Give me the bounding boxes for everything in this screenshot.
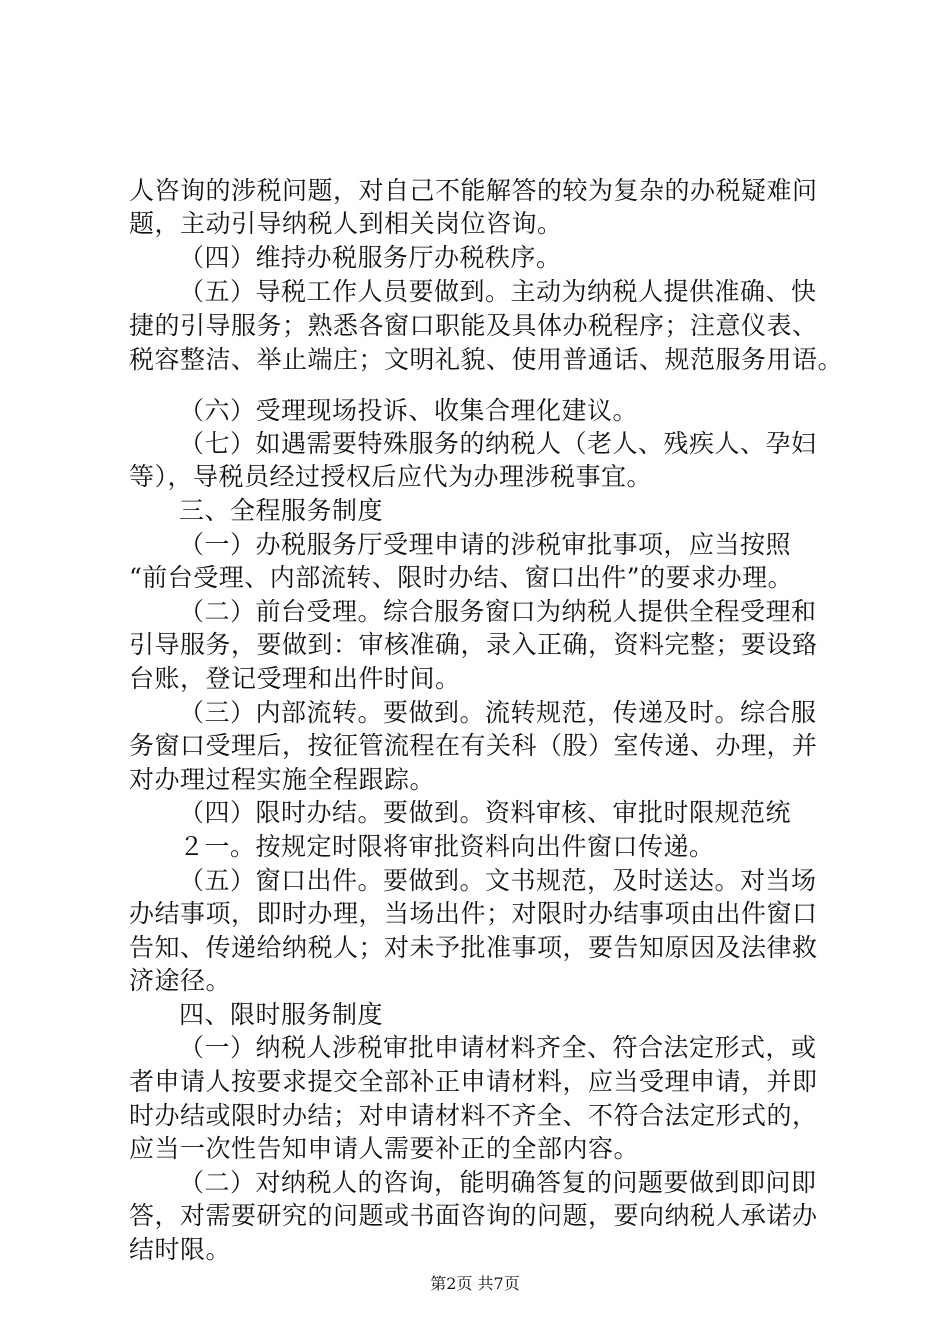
body-line: （四）维持办税服务厅办税秩序。 [179,243,562,272]
section-heading: 四、限时服务制度 [179,1000,384,1029]
body-line: （五）导税工作人员要做到。主动为纳税人提供准确、快 [179,277,817,306]
body-line: （二）对纳税人的咨询，能明确答复的问题要做到即问即 [179,1168,817,1197]
body-line: 答，对需要研究的问题或书面咨询的问题，要向纳税人承诺办 [129,1201,818,1230]
body-line: 应当一次性告知申请人需要补正的全部内容。 [129,1134,640,1163]
section-heading: 三、全程服务制度 [179,496,384,525]
body-line: 务窗口受理后，按征管流程在有关科（股）室传递、办理，并 [129,731,818,760]
body-line: 题，主动引导纳税人到相关岗位咨询。 [129,209,563,238]
body-line: 济途径。 [129,966,232,995]
body-line: （六）受理现场投诉、收集合理化建议。 [179,396,639,425]
body-line: ２一。按规定时限将审批资料向出件窗口传递。 [179,832,715,861]
body-line: 税容整洁、举止端庄；文明礼貌、使用普通话、规范服务用语。 [129,345,844,374]
page-number: 第2页 共7页 [430,1274,520,1293]
body-line: 人咨询的涉税问题，对自己不能解答的较为复杂的办税疑难问 [129,176,818,205]
body-line: （三）内部流转。要做到。流转规范，传递及时。综合服 [179,698,817,727]
body-line: （一）纳税人涉税审批申请材料齐全、符合法定形式，或 [179,1033,817,1062]
body-line: 告知、传递给纳税人；对未予批准事项，要告知原因及法律救 [129,933,818,962]
body-line: （七）如遇需要特殊服务的纳税人（老人、残疾人、孕妇 [179,429,817,458]
body-line: （一）办税服务厅受理申请的涉税审批事项，应当按照 [179,530,792,559]
body-line: 结时限。 [129,1235,232,1264]
body-line: （五）窗口出件。要做到。文书规范，及时送达。对当场 [179,866,817,895]
body-line: 捷的引导服务；熟悉各窗口职能及具体办税程序；注意仪表、 [129,311,818,340]
body-line: 时办结或限时办结；对申请材料不齐全、不符合法定形式的， [129,1101,818,1130]
body-line: 等），导税员经过授权后应代为办理涉税事宜。 [129,462,653,491]
body-line: 办结事项，即时办理，当场出件；对限时办结事项由出件窗口 [129,899,818,928]
body-line: 者申请人按要求提交全部补正申请材料，应当受理申请，并即 [129,1067,818,1096]
body-line: 台账，登记受理和出件时间。 [129,664,461,693]
body-line: （二）前台受理。综合服务窗口为纳税人提供全程受理和 [179,597,817,626]
body-line: （四）限时办结。要做到。资料审核、审批时限规范统 [179,798,792,827]
body-line: 对办理过程实施全程跟踪。 [129,765,436,794]
body-line: “前台受理、内部流转、限时办结、窗口出件”的要求办理。 [129,563,794,592]
body-line: 引导服务，要做到：审核准确，录入正确，资料完整；要设臵 [129,630,818,659]
